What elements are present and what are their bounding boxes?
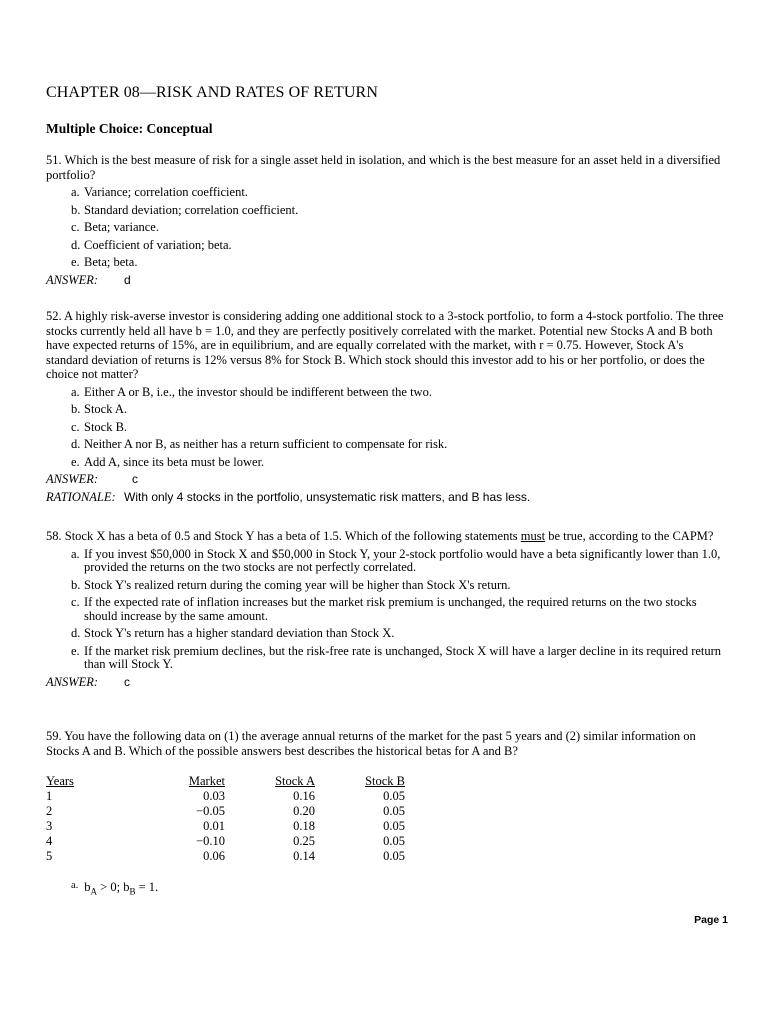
option-d: d. Neither A nor B, as neither has a return sufficient to compensate for risk. — [71, 437, 448, 451]
question-stem: 51. Which is the best measure of risk for a single asset held in isolation, and which is the best measure for an asset held in a diversified portfolio? — [46, 153, 721, 182]
column-header-market: Market — [188, 774, 225, 788]
question-51 — [46, 153, 726, 288]
option-a: a. If you invest $50,000 in Stock X and $50,000 in Stock Y, your 2-stock portfolio would have a beta significantly lower than 1.0, provided the returns on the two stocks are not perfectly correlated. — [71, 546, 721, 574]
question-59 — [46, 729, 726, 758]
option-a: $^{a.}$ $b_A > 0$; $b_B = 1$. — [71, 880, 159, 897]
option-e: e. If the market risk premium declines, but the risk-free rate is unchanged, Stock X will have a larger decline in its required return than will Stock Y. — [71, 643, 722, 671]
option-a: a. Either A or B, i.e., the investor should be indifferent between the two. — [71, 384, 432, 399]
option-c: c. Stock B. — [71, 419, 128, 434]
column-header-stock-b: Stock B — [365, 774, 405, 788]
column-header-stock-a: Stock A — [275, 774, 315, 788]
page-number: Page 1 — [694, 914, 728, 926]
option-e: e. Beta; beta. — [71, 255, 138, 269]
question-52 — [46, 309, 726, 505]
table-header-row — [46, 774, 405, 789]
rationale-text: With only 4 stocks in the portfolio, unsystematic risk matters, and B has less. — [124, 490, 531, 504]
option-a: a. Variance; correlation coefficient. — [71, 185, 248, 199]
table-row: 2 −0.05 0.20 0.05 — [46, 804, 405, 818]
question-stem: 58. Stock X has a beta of 0.5 and Stock Y has a beta of 1.5. Which of the following statements must be true, according to the CAPM? — [46, 529, 714, 543]
option-c: c. Beta; variance. — [71, 220, 159, 234]
section-title: Multiple Choice: Conceptual — [46, 121, 213, 136]
option-b: b. Standard deviation; correlation coefficient. — [71, 202, 299, 217]
answer-value: d — [124, 272, 131, 287]
question-stem: 59. You have the following data on (1) the average annual returns of the market for the past 5 years and (2) similar information on Stocks A and B. Which of the possible answers best describes the historical betas for A and B? — [46, 729, 696, 758]
answer-label: ANSWER: — [46, 472, 99, 486]
answer-value: c — [124, 674, 130, 689]
emphasis-must: must — [520, 529, 546, 543]
answer-label: ANSWER: — [46, 674, 99, 689]
question-58 — [46, 529, 726, 690]
table-row: 1 0.03 0.16 0.05 — [46, 789, 405, 803]
table-row: 3 0.01 0.18 0.05 — [46, 819, 405, 833]
option-d: d. Stock Y's return has a higher standard deviation than Stock X. — [71, 626, 395, 640]
chapter-title: CHAPTER 08—RISK AND RATES OF RETURN — [46, 84, 378, 101]
option-b: b. Stock Y's realized return during the coming year will be higher than Stock X's return. — [71, 577, 511, 592]
rationale-line — [46, 490, 726, 505]
option-d: d. Coefficient of variation; beta. — [71, 237, 232, 252]
question-stem: 52. A highly risk-averse investor is considering adding one additional stock to a 3-stock portfolio, to form a 4-stock portfolio. The three stocks currently held all have b = 1.0, and they are perfectly positively correlated with the market. Potential new Stocks A and B both have expected returns of 15%, are in equilibrium, and are equally correlated with the market, with r = 0.75. However, Stock A's standard deviation of returns is 12% versus 8% for Stock B. Which stock should this investor add to his or her portfolio, or does the choice not matter? — [46, 309, 724, 381]
table-row: 4 −0.10 0.25 0.05 — [46, 834, 405, 848]
rationale-label: RATIONALE: — [46, 490, 116, 504]
answer-line — [46, 675, 726, 690]
column-header-years: Years — [46, 774, 74, 788]
answer-label: ANSWER: — [46, 272, 99, 287]
option-c: c. If the expected rate of inflation increases but the market risk premium is unchanged, the required returns on the two stocks should increase by the same amount. — [71, 595, 697, 623]
option-b: b. Stock A. — [71, 402, 128, 416]
option-label: a. — [71, 880, 79, 891]
answer-value: c — [132, 472, 138, 486]
answer-line — [46, 472, 726, 487]
option-e: e. Add A, since its beta must be lower. — [71, 454, 265, 469]
table-row: 5 0.06 0.14 0.05 — [46, 849, 405, 863]
answer-line — [46, 273, 726, 288]
returns-table — [46, 774, 405, 864]
